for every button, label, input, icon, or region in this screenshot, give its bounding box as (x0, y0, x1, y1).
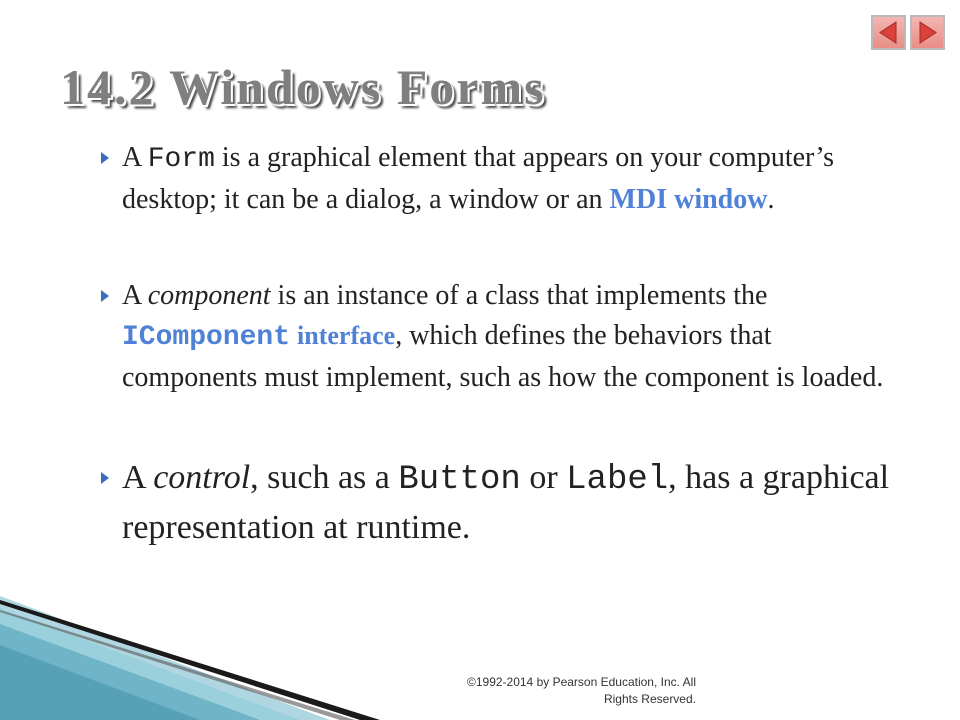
text-run: A (122, 459, 154, 496)
bullet-text (122, 276, 900, 398)
text-run: . (767, 184, 775, 215)
copyright-line: Rights Reserved. (603, 692, 696, 706)
bullet-item-component (100, 276, 900, 398)
text-run: is a graphical element that appears on your computer’s desktop; it can be a dialog, a window or an (122, 142, 835, 215)
slide-title: 14.2 Windows Forms (60, 59, 546, 115)
term-mdi-window: MDI window (609, 184, 768, 215)
next-slide-button[interactable] (910, 15, 945, 50)
copyright-line: ©1992-2014 by Pearson Education, Inc. All (467, 675, 696, 689)
bullet-item-control (100, 454, 900, 552)
code-form: Form (147, 144, 215, 175)
code-label: Label (566, 461, 669, 499)
bullet-item-form (100, 138, 900, 220)
code-icomponent: IComponent (122, 322, 291, 353)
text-run: is an instance of a class that implements the (270, 280, 768, 311)
bullet-arrow-icon (100, 289, 110, 303)
text-run: or (520, 459, 567, 496)
term-control: control (153, 459, 251, 496)
triangle-right-icon (912, 17, 943, 48)
triangle-left-icon (873, 17, 904, 48)
text-run: , which defines the behaviors that components must implement, such as how the component is loaded. (122, 320, 884, 393)
copyright-footer (418, 674, 696, 708)
text-run: A (122, 142, 148, 173)
bullet-text (122, 138, 900, 220)
bullet-arrow-icon (100, 151, 110, 165)
term-interface: interface (297, 321, 396, 350)
bullet-arrow-icon (100, 471, 110, 485)
bullet-text (122, 454, 900, 552)
text-run: , such as a (250, 459, 399, 496)
term-component: component (147, 280, 271, 311)
code-button: Button (398, 461, 521, 499)
text-run: A (122, 280, 148, 311)
previous-slide-button[interactable] (871, 15, 906, 50)
text-run: , has a graphical representation at runtime. (122, 459, 890, 546)
